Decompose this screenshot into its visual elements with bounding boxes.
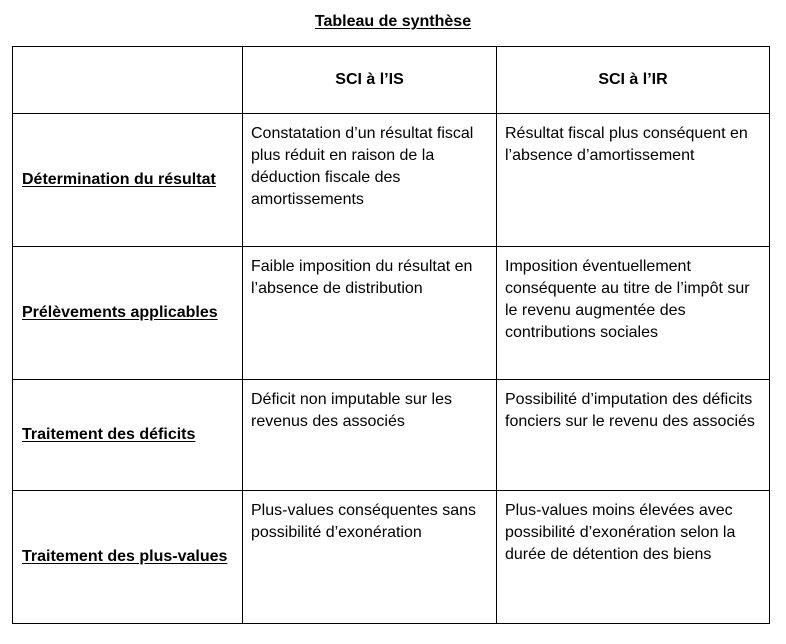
header-sci-ir: SCI à l’IR	[497, 47, 770, 114]
row-label: Traitement des plus-values	[22, 548, 228, 565]
table-row	[13, 114, 770, 247]
header-empty-cell	[13, 47, 243, 114]
cell-sci-ir: Imposition éventuellement conséquente au titre de l’impôt sur le revenu augmentée des contributions sociales	[497, 247, 770, 380]
cell-sci-is: Déficit non imputable sur les revenus des associés	[243, 380, 497, 491]
table-row	[13, 247, 770, 380]
row-label-cell	[13, 247, 243, 380]
table-row	[13, 491, 770, 624]
row-label: Détermination du résultat	[22, 171, 216, 188]
cell-sci-is: Faible imposition du résultat en l’absence de distribution	[243, 247, 497, 380]
row-label: Prélèvements applicables	[22, 304, 218, 321]
row-label-cell	[13, 114, 243, 247]
document-title	[0, 12, 786, 32]
header-sci-is: SCI à l’IS	[243, 47, 497, 114]
row-label-cell	[13, 491, 243, 624]
table-row	[13, 380, 770, 491]
document-title-text: Tableau de synthèse	[314, 13, 472, 30]
cell-sci-ir: Plus-values moins élevées avec possibilité d’exonération selon la durée de détention des biens	[497, 491, 770, 624]
cell-sci-is: Constatation d’un résultat fiscal plus réduit en raison de la déduction fiscale des amortissements	[243, 114, 497, 247]
row-label: Traitement des déficits	[22, 426, 196, 443]
row-label-cell	[13, 380, 243, 491]
cell-sci-is: Plus-values conséquentes sans possibilité d’exonération	[243, 491, 497, 624]
synthesis-table	[12, 46, 770, 624]
cell-sci-ir: Résultat fiscal plus conséquent en l’absence d’amortissement	[497, 114, 770, 247]
cell-sci-ir: Possibilité d’imputation des déficits fonciers sur le revenu des associés	[497, 380, 770, 491]
table-header-row	[13, 47, 770, 114]
